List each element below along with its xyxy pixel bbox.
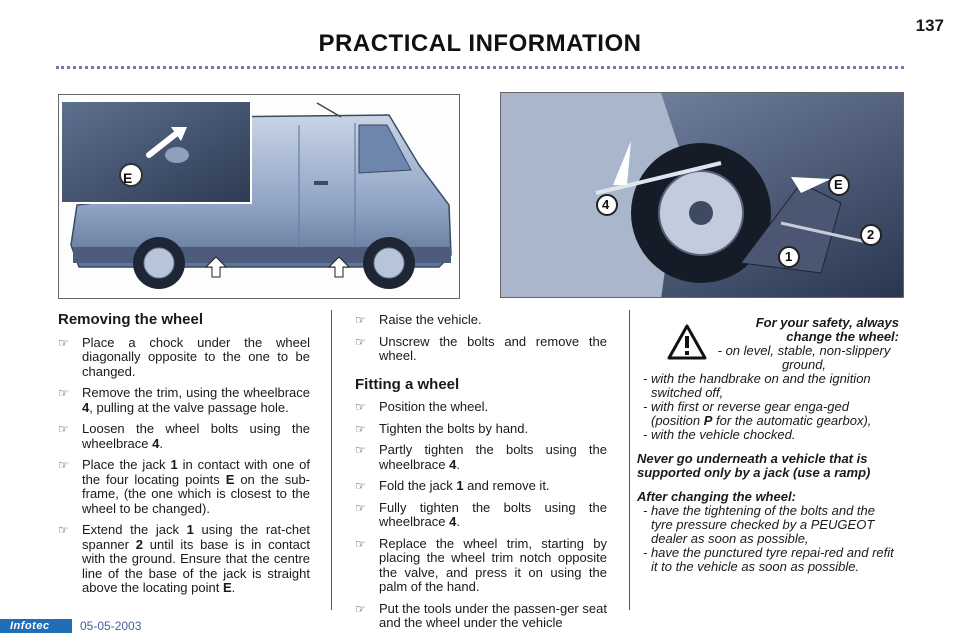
wheel-drawing (501, 93, 904, 298)
pointing-hand-icon: ☞ (355, 400, 366, 414)
list-item: ☞ Place the jack 1 in contact with one of the four locating points E on the sub-frame, (the one which is closest to the wheel to be changed). (58, 457, 311, 516)
list-item: ☞ Position the wheel. (355, 399, 489, 414)
after-item: - have the tightening of the bolts and the tyre pressure checked by a PEUGEOT dealer as soon as possible, (643, 503, 876, 546)
safety-heading: For your safety, always change the wheel: (755, 315, 899, 344)
pointing-hand-icon: ☞ (355, 443, 366, 457)
pointing-hand-icon: ☞ (58, 458, 69, 472)
list-item: ☞ Tighten the bolts by hand. (355, 420, 529, 436)
pointing-hand-icon: ☞ (355, 334, 366, 349)
list-item: ☞ Remove the trim, using the wheelbrace 4, pulling at the valve passage hole. (58, 385, 310, 415)
list-item: ☞ Loosen the wheel bolts using the wheelbrace 4. (58, 421, 310, 451)
safety-item: - with first or reverse gear enga-ged (position P for the automatic gearbox), (643, 399, 872, 428)
page-title: PRACTICAL INFORMATION (318, 30, 642, 57)
list-item: ☞ Unscrew the bolts and remove the wheel. (355, 333, 607, 363)
removing-section (58, 313, 310, 603)
list-item: ☞ Put the tools under the passen-ger seat and the wheel under the vehicle (355, 600, 607, 630)
pointing-hand-icon: ☞ (355, 536, 366, 551)
never-warning: Never go underneath a vehicle that is supported only by a jack (use a ramp) (637, 451, 871, 480)
van-illustration (58, 94, 460, 299)
list-item: ☞ Fully tighten the bolts using the wheelbrace 4. (355, 499, 607, 529)
safety-item: - on level, stable, non-slippery ground, (717, 343, 891, 372)
pointing-hand-icon: ☞ (355, 421, 366, 436)
pointing-hand-icon: ☞ (355, 479, 366, 493)
pointing-hand-icon: ☞ (58, 386, 69, 400)
safety-notice (637, 316, 899, 574)
pointing-hand-icon: ☞ (355, 601, 366, 616)
list-item: ☞ Replace the wheel trim, starting by placing the wheel trim notch opposite the valve, and press it on using the palm of the hand. (355, 535, 607, 594)
list-item: ☞ Raise the vehicle. (355, 312, 482, 327)
fitting-section (355, 313, 607, 638)
column-divider (629, 310, 630, 610)
fitting-steps (355, 400, 607, 631)
list-item: ☞ Place a chock under the wheel diagonally opposite to the one to be changed. (58, 334, 310, 379)
pointing-hand-icon: ☞ (58, 422, 69, 436)
pointing-hand-icon: ☞ (58, 335, 69, 350)
pointing-hand-icon: ☞ (355, 500, 366, 515)
list-item: ☞ Fold the jack 1 and remove it. (355, 478, 550, 493)
after-heading: After changing the wheel: (637, 489, 796, 504)
continue-steps (355, 313, 607, 364)
van-label-e: E (123, 170, 133, 186)
list-item: ☞ Partly tighten the bolts using the wheelbrace 4. (355, 442, 607, 472)
van-drawing (59, 95, 460, 299)
list-item: ☞ Extend the jack 1 using the rat-chet spanner 2 until its base is in contact with the ground. Ensure that the centre line of the base of the jack is straight above the locating point E. (58, 522, 310, 595)
page-number: 137 (915, 16, 944, 35)
pointing-hand-icon: ☞ (58, 523, 69, 537)
fitting-heading: Fitting a wheel (355, 375, 460, 393)
removing-steps (58, 336, 310, 596)
wheel-label-4: 4 (602, 197, 610, 212)
column-divider (331, 310, 332, 610)
wheel-label-1: 1 (785, 249, 793, 264)
footer (0, 618, 141, 634)
wheel-label-e: E (834, 177, 843, 192)
infotec-logo: Infotec (0, 619, 72, 633)
removing-heading: Removing the wheel (58, 311, 204, 328)
after-item: - have the punctured tyre repai-red and refit it to the vehicle as soon as possible. (643, 545, 894, 574)
footer-date: 05-05-2003 (80, 619, 142, 633)
pointing-hand-icon: ☞ (355, 313, 366, 327)
wheel-jack-illustration (500, 92, 904, 298)
safety-item: - with the handbrake on and the ignition switched off, (643, 371, 871, 400)
title-rule (56, 66, 904, 69)
safety-item: - with the vehicle chocked. (643, 427, 796, 442)
wheel-label-2: 2 (867, 227, 875, 242)
